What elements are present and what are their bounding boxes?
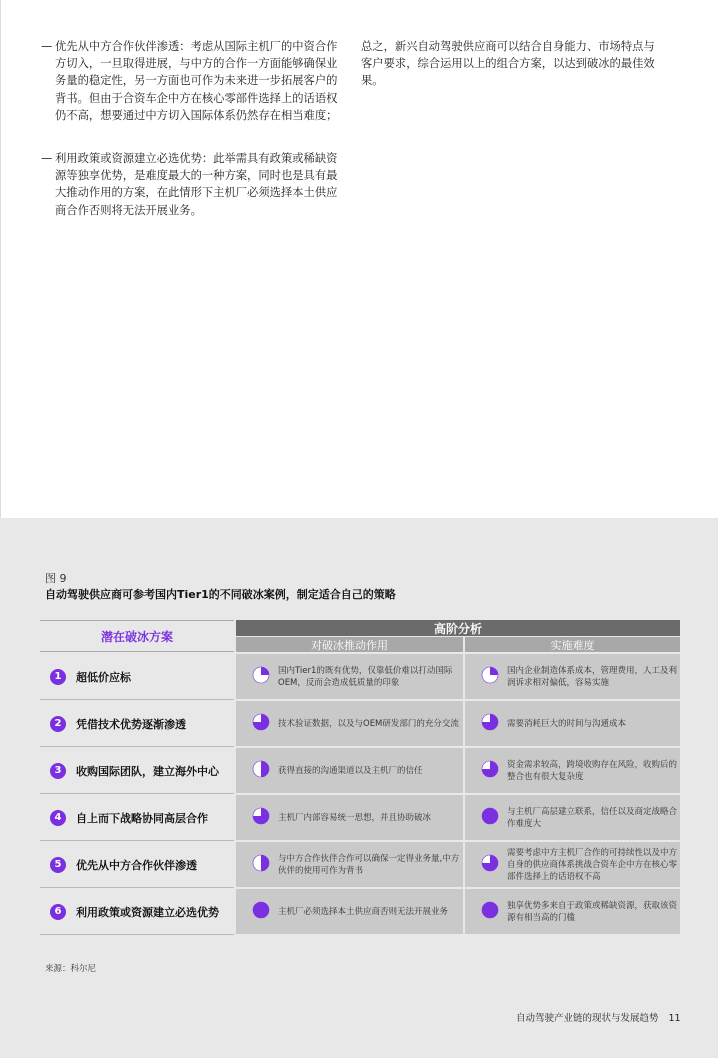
page-footer — [516, 1010, 681, 1024]
difficulty-text: 与主机厂高层建立联系，信任以及商定战略合作难度大 — [507, 806, 678, 829]
page-number: 11 — [668, 1013, 681, 1024]
harvey-ball-icon — [252, 901, 270, 923]
difficulty-cell — [465, 748, 680, 794]
subheader-difficulty: 实施难度 — [465, 637, 680, 652]
table-row — [40, 795, 680, 842]
subheader-effect: 对破冰推动作用 — [236, 637, 463, 652]
bullet-item — [41, 38, 341, 124]
effect-text: 技术验证数据，以及与OEM研发部门的充分交流 — [278, 718, 459, 729]
bullet-item — [41, 150, 341, 219]
effect-text: 主机厂内部容易统一思想，并且协助破冰 — [278, 812, 432, 823]
harvey-ball-icon — [252, 854, 270, 876]
difficulty-cell — [465, 654, 680, 700]
harvey-ball-icon — [481, 807, 499, 829]
harvey-ball-icon — [481, 901, 499, 923]
table-row — [40, 748, 680, 795]
harvey-ball-icon — [481, 713, 499, 735]
difficulty-text: 国内企业制造体系成本，管理费用，人工及利润诉求相对偏低，容易实施 — [507, 665, 678, 688]
dash-marker: — — [41, 40, 53, 53]
table-row — [40, 654, 680, 701]
effect-text: 国内Tier1的既有优势，仅靠低价难以打动国际OEM，反而会造成低质量的印象 — [278, 665, 453, 688]
strategy-cell — [40, 889, 234, 935]
effect-text: 获得直接的沟通渠道以及主机厂的信任 — [278, 765, 423, 776]
strategy-label: 优先从中方合作伙伴渗透 — [76, 858, 197, 872]
difficulty-cell — [465, 795, 680, 841]
harvey-ball-icon — [252, 807, 270, 829]
difficulty-cell — [465, 842, 680, 888]
table-row — [40, 889, 680, 936]
row-number-badge: 4 — [50, 810, 66, 826]
effect-cell — [236, 842, 463, 888]
difficulty-text: 需要考虑中方主机厂合作的可持续性以及中方自身的供应商体系挑战合资车企中方在核心零部件选择上的话语权不高 — [507, 847, 678, 882]
harvey-ball-icon — [481, 666, 499, 688]
effect-text: 与中方合作伙伴合作可以确保一定得业务量,中方伙伴的使用可作为背书 — [278, 853, 460, 876]
header-analysis: 高阶分析 — [236, 620, 680, 636]
effect-cell — [236, 748, 463, 794]
harvey-ball-icon — [252, 713, 270, 735]
row-number-badge: 2 — [50, 716, 66, 732]
strategy-label: 利用政策或资源建立必选优势 — [76, 905, 219, 919]
bullet-text: 优先从中方合作伙伴渗透：考虑从国际主机厂的中资合作方切入，一旦取得进展，与中方的合作一方面能够确保业务量的稳定性，另一方面也可作为未来进一步拓展客户的背书。但由于合资车企中方在核心零部件选择上的话语权仍不高，想要通过中方切入国际体系仍然存在相当难度； — [55, 40, 338, 122]
effect-cell — [236, 701, 463, 747]
difficulty-text: 资金需求较高，跨境收购存在风险，收购后的整合也有很大复杂度 — [507, 759, 678, 782]
strategy-label: 收购国际团队，建立海外中心 — [76, 764, 219, 778]
strategy-cell — [40, 654, 234, 700]
figure-number: 图 9 — [45, 572, 67, 585]
figure-title: 自动驾驶供应商可参考国内Tier1的不同破冰案例，制定适合自己的策略 — [45, 588, 396, 601]
footer-title: 自动驾驶产业链的现状与发展趋势 — [516, 1013, 659, 1024]
effect-cell — [236, 654, 463, 700]
page-top — [0, 0, 718, 518]
strategy-cell — [40, 842, 234, 888]
row-number-badge: 5 — [50, 857, 66, 873]
strategy-label: 自上而下战略协同高层合作 — [76, 811, 208, 825]
strategy-label: 凭借技术优势逐渐渗透 — [76, 717, 186, 731]
effect-cell — [236, 889, 463, 935]
difficulty-text: 独享优势多来自于政策或稀缺资源，获取该资源有相当高的门槛 — [507, 900, 678, 923]
header-strategy: 潜在破冰方案 — [40, 620, 234, 652]
row-number-badge: 3 — [50, 763, 66, 779]
harvey-ball-icon — [252, 760, 270, 782]
strategy-cell — [40, 748, 234, 794]
conclusion-paragraph: 总之，新兴自动驾驶供应商可以结合自身能力、市场特点与客户要求，综合运用以上的组合方案，以达到破冰的最佳效果。 — [361, 40, 655, 88]
effect-text: 主机厂必须选择本土供应商否则无法开展业务 — [278, 906, 449, 917]
effect-cell — [236, 795, 463, 841]
table-row — [40, 701, 680, 748]
difficulty-text: 需要消耗巨大的时间与沟通成本 — [507, 718, 627, 729]
strategy-cell — [40, 795, 234, 841]
strategy-cell — [40, 701, 234, 747]
row-number-badge: 1 — [50, 669, 66, 685]
source-note: 来源：科尔尼 — [45, 964, 97, 974]
harvey-ball-icon — [252, 666, 270, 688]
row-number-badge: 6 — [50, 904, 66, 920]
bullet-text: 利用政策或资源建立必选优势：此举需具有政策或稀缺资源等独享优势，是难度最大的一种方案，同时也是具有最大推动作用的方案，在此情形下主机厂必须选择本土供应商合作否则将无法开展业务。 — [55, 152, 338, 217]
table-row — [40, 842, 680, 889]
difficulty-cell — [465, 889, 680, 935]
harvey-ball-icon — [481, 854, 499, 876]
difficulty-cell — [465, 701, 680, 747]
strategy-label: 超低价应标 — [76, 670, 131, 684]
harvey-ball-icon — [481, 760, 499, 782]
dash-marker: — — [41, 152, 53, 165]
